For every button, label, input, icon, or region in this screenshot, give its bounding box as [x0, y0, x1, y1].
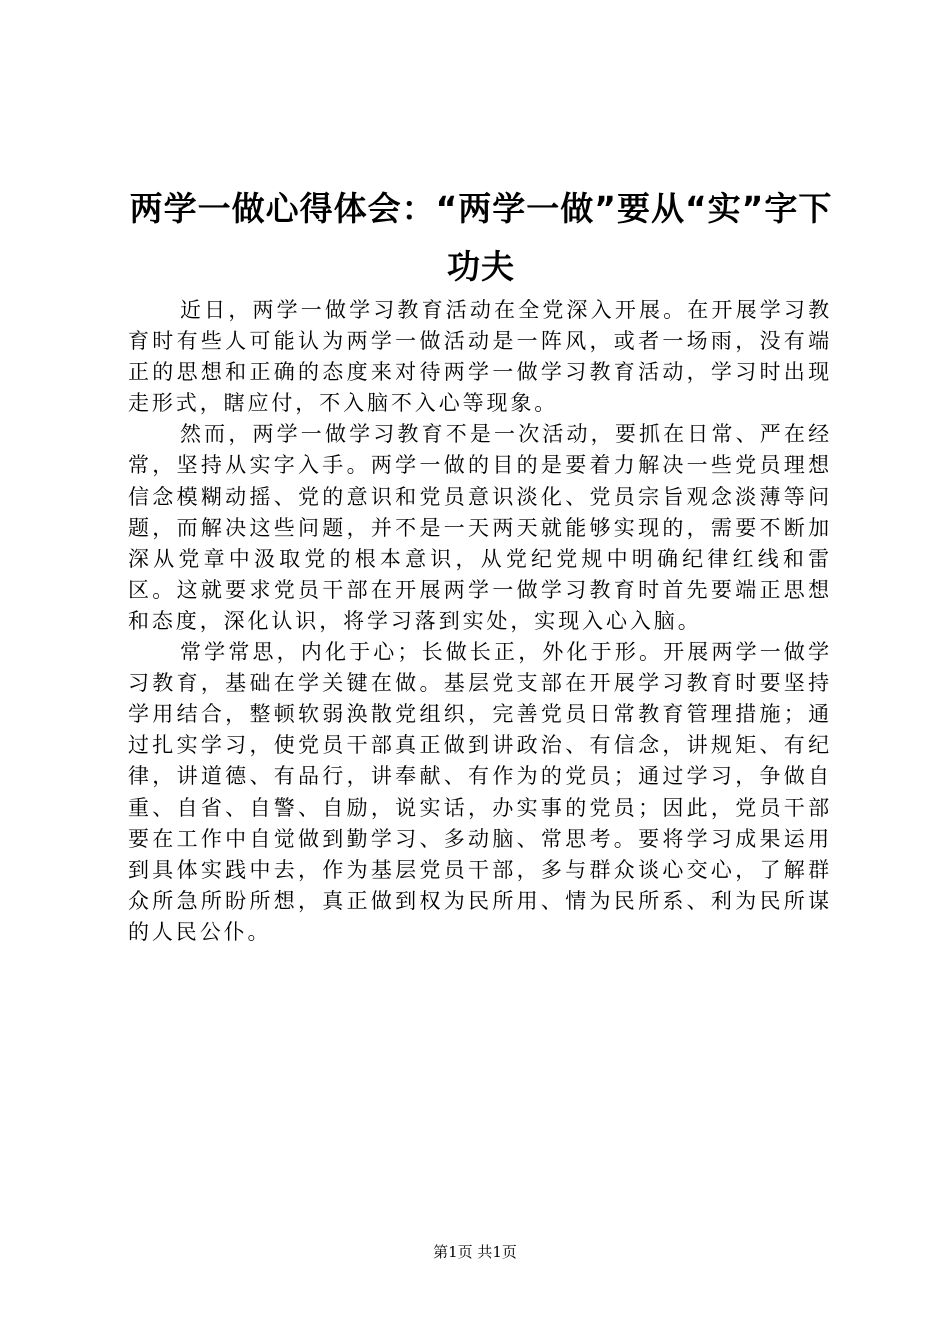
- paragraph-3: 常学常思，内化于心；长做长正，外化于形。开展两学一做学习教育，基础在学关键在做。基层党支部在开展学习教育时要坚持学用结合，整顿软弱涣散党组织，完善党员日常教育管理措施；通过扎实学习，使党员干部真正做到讲政治、有信念，讲规矩、有纪律，讲道德、有品行，讲奉献、有作为的党员；通过学习，争做自重、自省、自警、自励，说实话，办实事的党员；因此，党员干部要在工作中自觉做到勤学习、多动脑、常思考。要将学习成果运用到具体实践中去，作为基层党员干部，多与群众谈心交心，了解群众所急所盼所想，真正做到权为民所用、情为民所系、利为民所谋的人民公仆。: [128, 640, 832, 944]
- document-body: [128, 295, 832, 948]
- paragraph-2: 然而，两学一做学习教育不是一次活动，要抓在日常、严在经常，坚持从实字入手。两学一做的目的是要着力解决一些党员理想信念模糊动摇、党的意识和党员意识淡化、党员宗旨观念淡薄等问题，而解决这些问题，并不是一天两天就能够实现的，需要不断加深从党章中汲取党的根本意识，从党纪党规中明确纪律红线和雷区。这就要求党员干部在开展两学一做学习教育时首先要端正思想和态度，深化认识，将学习落到实处，实现入心入脑。: [128, 422, 832, 633]
- paragraph-1: 近日，两学一做学习教育活动在全党深入开展。在开展学习教育时有些人可能认为两学一做活动是一阵风，或者一场雨，没有端正的思想和正确的态度来对待两学一做学习教育活动，学习时出现走形式，瞎应付，不入脑不入心等现象。: [128, 298, 832, 416]
- document-title: 两学一做心得体会：“两学一做”要从“实”字下功夫: [129, 189, 833, 286]
- page-footer: 第1页 共1页: [433, 1243, 517, 1261]
